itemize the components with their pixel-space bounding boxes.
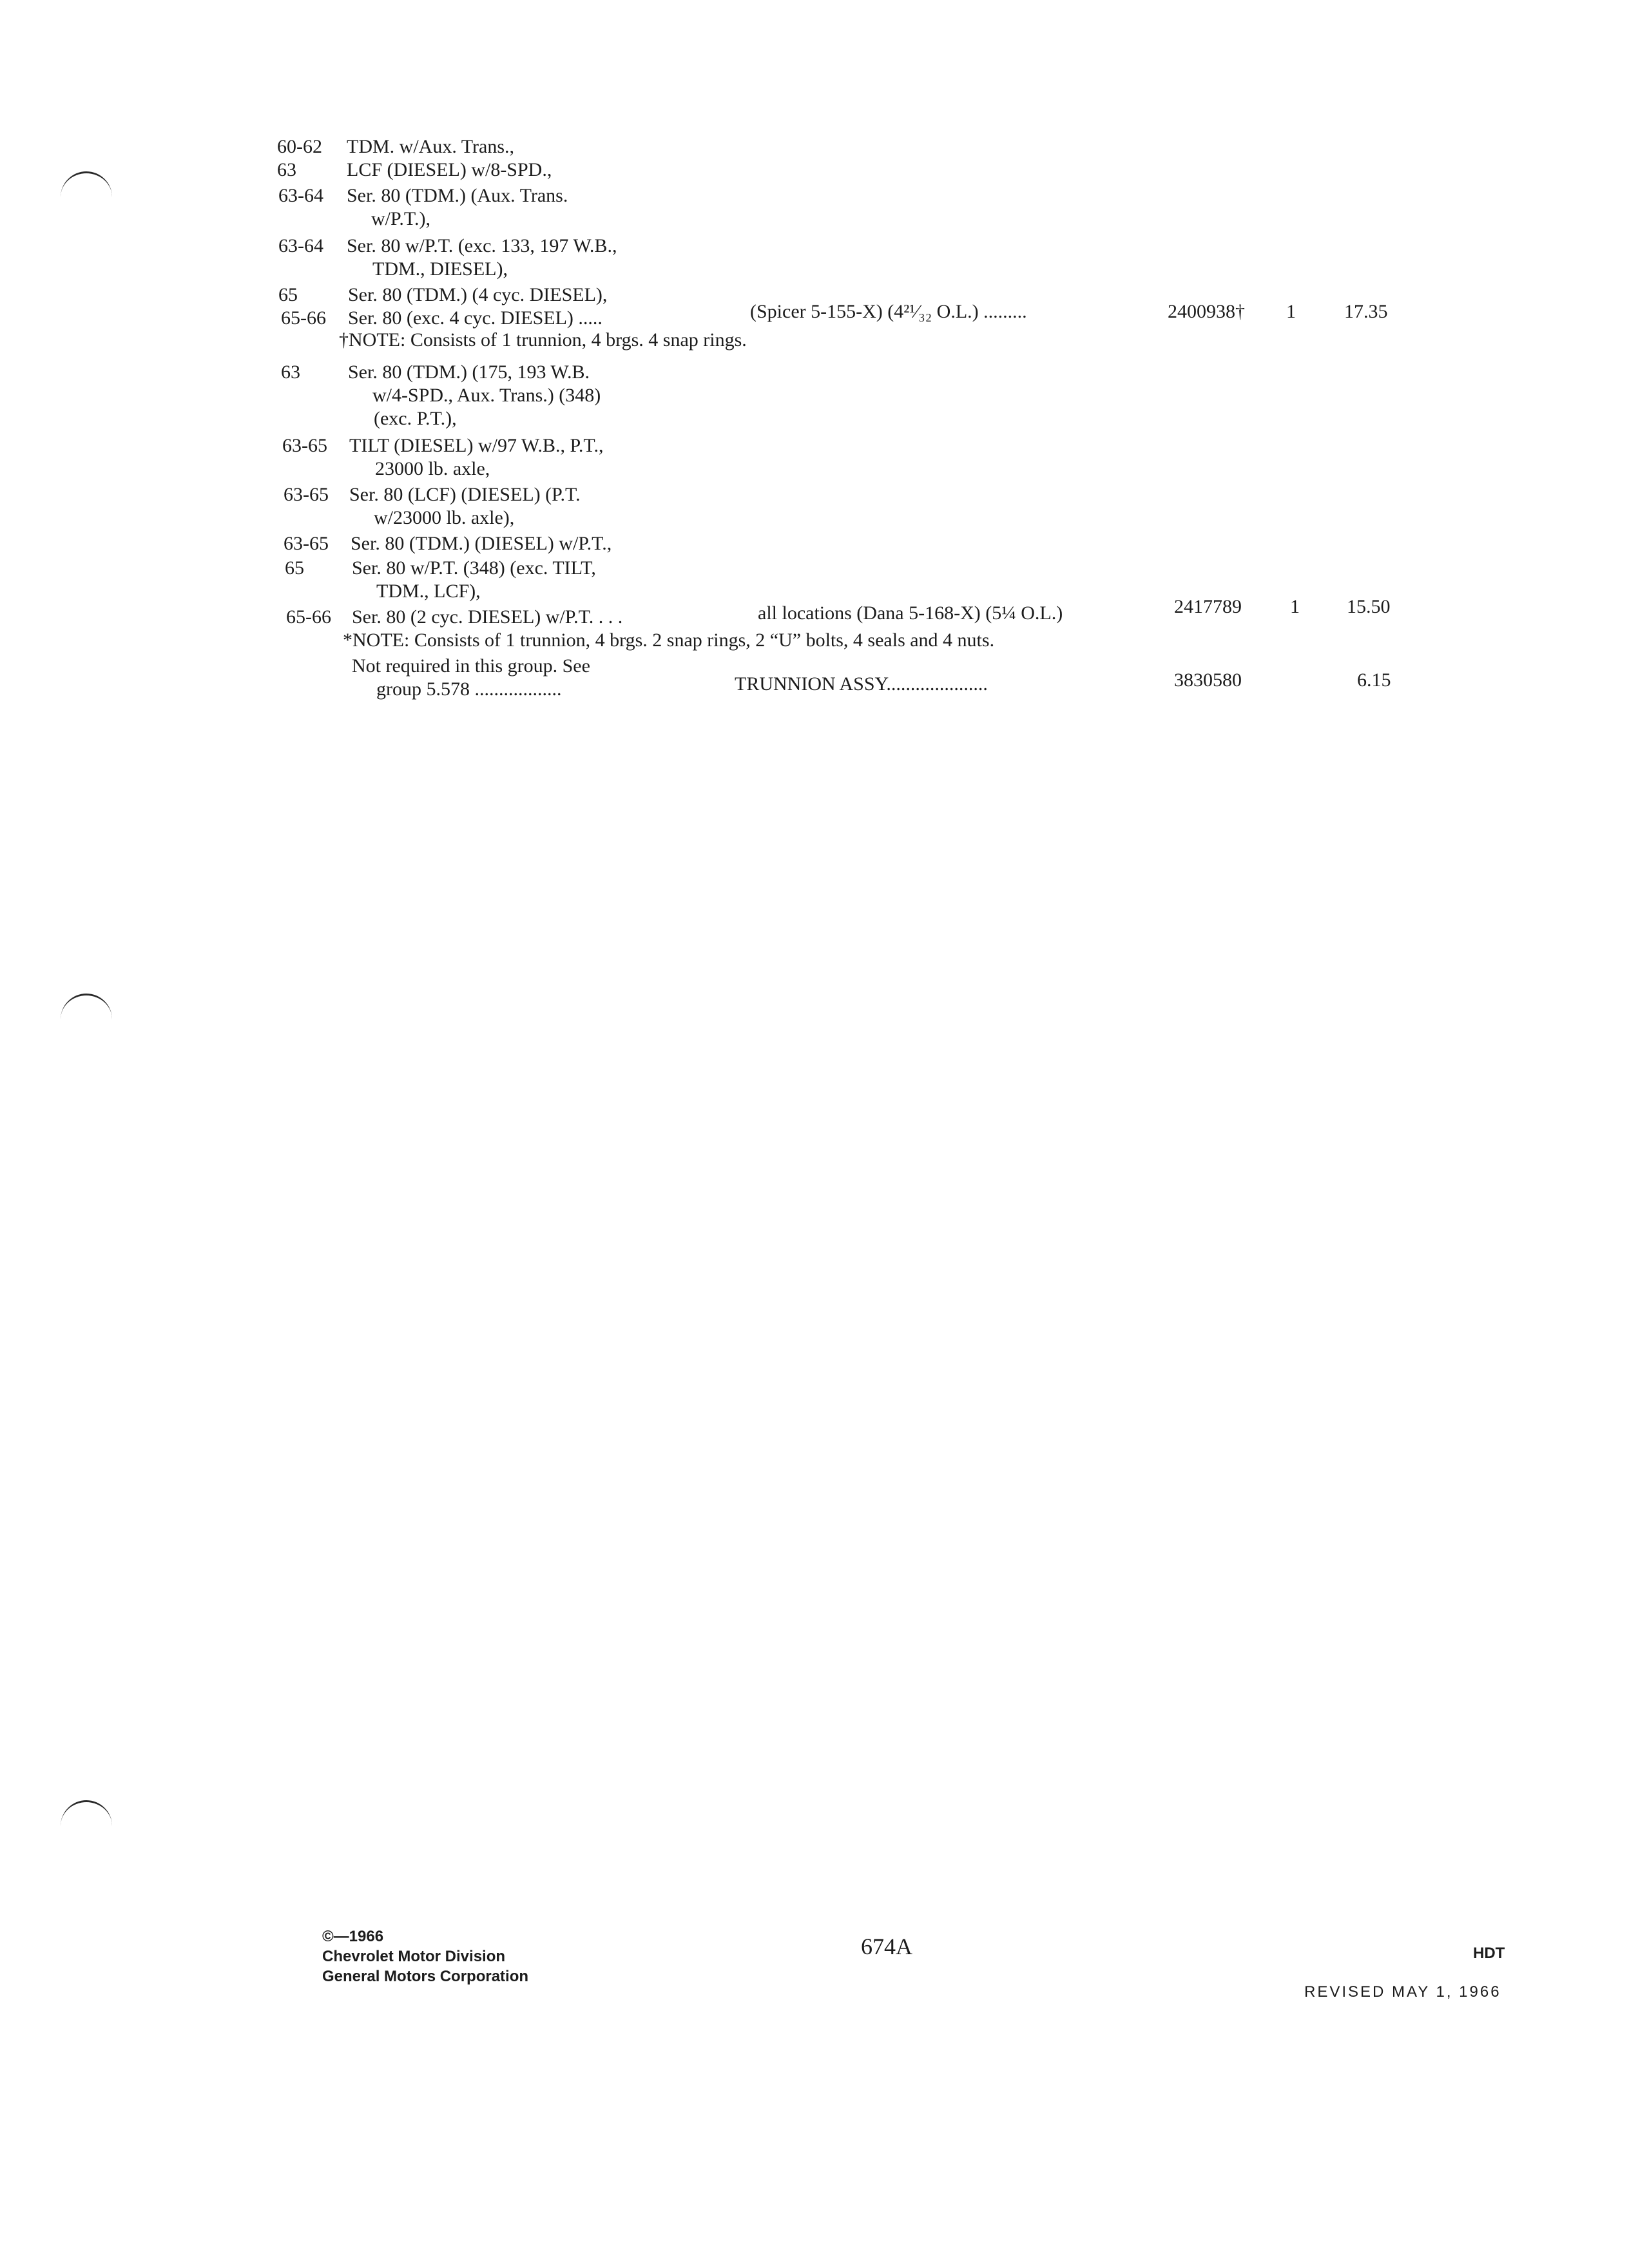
- footer-publisher: [322, 1927, 528, 1986]
- row-description: Ser. 80 (LCF) (DIESEL) (P.T.: [349, 484, 581, 505]
- row-year: 63-64: [278, 185, 323, 206]
- row-description-cont: TDM., DIESEL),: [372, 258, 508, 280]
- row-description: TDM. w/Aux. Trans.,: [347, 136, 515, 157]
- footer-copyright: ©—1966: [322, 1928, 384, 1945]
- row-year: 63-65: [282, 435, 327, 456]
- row-application: TRUNNION ASSY.....................: [735, 673, 988, 695]
- row-price: 17.35: [1344, 301, 1388, 322]
- row-year: 63: [277, 159, 296, 180]
- row-description: Ser. 80 w/P.T. (348) (exc. TILT,: [352, 557, 596, 579]
- row-description: Ser. 80 (TDM.) (DIESEL) w/P.T.,: [351, 533, 612, 554]
- row-year: 65: [278, 284, 298, 305]
- row-part-number: 2417789: [1174, 596, 1242, 617]
- row-quantity: 1: [1290, 596, 1300, 617]
- row-quantity: 1: [1286, 301, 1296, 322]
- row-application: (Spicer 5-155-X) (4²¹⁄₃₂ O.L.) .........: [750, 301, 1027, 322]
- row-year: 60-62: [277, 136, 322, 157]
- row-description-cont: 23000 lb. axle,: [375, 458, 490, 479]
- row-description: Ser. 80 (TDM.) (Aux. Trans.: [347, 185, 568, 206]
- row-description: Ser. 80 (exc. 4 cyc. DIESEL) .....: [348, 307, 602, 329]
- row-description-cont: w/4-SPD., Aux. Trans.) (348): [372, 385, 601, 406]
- row-year: 63-65: [284, 533, 329, 554]
- row-description: Ser. 80 w/P.T. (exc. 133, 197 W.B.,: [347, 235, 617, 256]
- revised-date: REVISED MAY 1, 1966: [1304, 1983, 1501, 2001]
- row-year: 63-64: [278, 235, 323, 256]
- row-description-cont: group 5.578 ..................: [376, 678, 562, 700]
- row-year: 63-65: [284, 484, 329, 505]
- row-note: †NOTE: Consists of 1 trunnion, 4 brgs. 4 snap rings.: [339, 329, 747, 351]
- row-description-cont: w/P.T.),: [371, 208, 430, 229]
- row-part-number: 3830580: [1174, 669, 1242, 691]
- section-code: HDT: [1473, 1945, 1505, 1962]
- row-description: TILT (DIESEL) w/97 W.B., P.T.,: [349, 435, 604, 456]
- row-description: Ser. 80 (TDM.) (4 cyc. DIESEL),: [348, 284, 608, 305]
- row-price: 6.15: [1357, 669, 1391, 691]
- row-description: Not required in this group. See: [352, 655, 590, 677]
- row-year: 65-66: [281, 307, 326, 329]
- row-application: all locations (Dana 5-168-X) (5¼ O.L.): [758, 602, 1063, 624]
- row-part-number: 2400938†: [1168, 301, 1245, 322]
- footer-corporation: General Motors Corporation: [322, 1968, 529, 1985]
- row-description: Ser. 80 (TDM.) (175, 193 W.B.: [348, 361, 590, 383]
- row-description-cont: w/23000 lb. axle),: [374, 507, 515, 528]
- page-number: 674A: [861, 1934, 912, 1959]
- row-year: 65-66: [286, 606, 331, 628]
- row-year: 65: [285, 557, 304, 579]
- row-price: 15.50: [1347, 596, 1391, 617]
- row-description-cont: (exc. P.T.),: [374, 408, 457, 429]
- row-description: Ser. 80 (2 cyc. DIESEL) w/P.T. . . .: [352, 606, 623, 628]
- row-year: 63: [281, 361, 300, 383]
- binder-hole-mark: [61, 1800, 112, 1828]
- row-note: *NOTE: Consists of 1 trunnion, 4 brgs. 2 snap rings, 2 “U” bolts, 4 seals and 4 nuts.: [343, 629, 995, 651]
- binder-hole-mark: [61, 994, 112, 1021]
- row-description: LCF (DIESEL) w/8-SPD.,: [347, 159, 552, 180]
- row-description-cont: TDM., LCF),: [376, 581, 481, 602]
- binder-hole-mark: [61, 171, 112, 199]
- footer-division: Chevrolet Motor Division: [322, 1948, 506, 1965]
